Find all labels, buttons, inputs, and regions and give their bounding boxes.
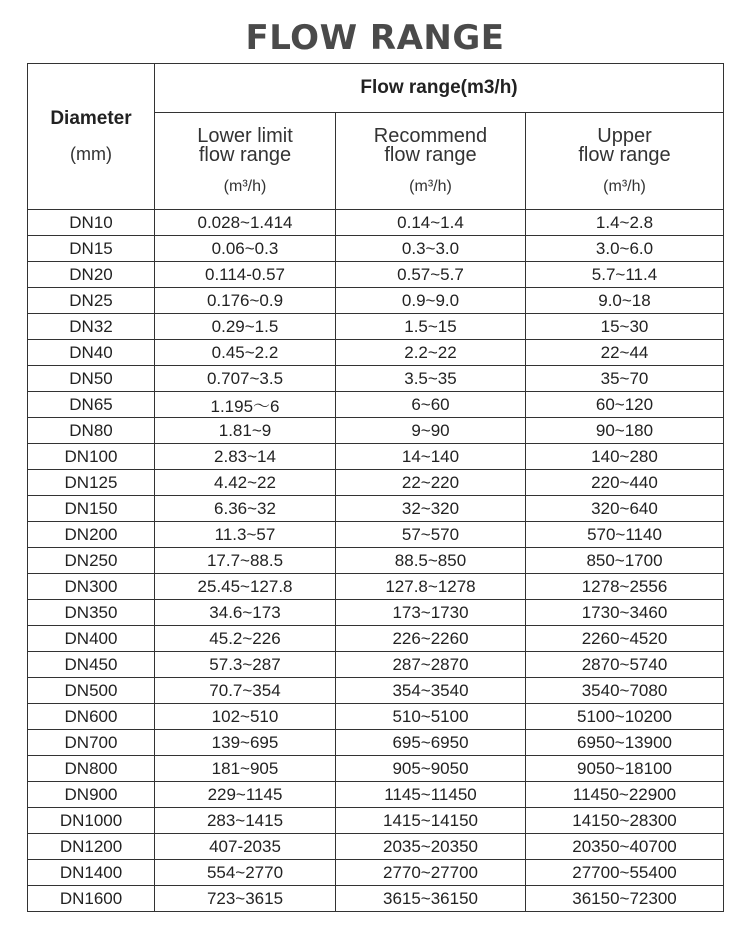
table-row bbox=[28, 444, 724, 470]
upper-cell: 570~1140 bbox=[526, 522, 724, 548]
lower-limit-cell: 554~2770 bbox=[155, 860, 336, 886]
recommend-line2: flow range bbox=[384, 143, 477, 166]
page-title: FLOW RANGE bbox=[245, 18, 505, 58]
table-row bbox=[28, 808, 724, 834]
recommend-cell: 88.5~850 bbox=[336, 548, 526, 574]
recommend-cell: 2770~27700 bbox=[336, 860, 526, 886]
upper-cell: 1278~2556 bbox=[526, 574, 724, 600]
lower-limit-cell: 139~695 bbox=[155, 730, 336, 756]
upper-cell: 850~1700 bbox=[526, 548, 724, 574]
table-row bbox=[28, 210, 724, 236]
lower-limit-cell: 0.707~3.5 bbox=[155, 366, 336, 392]
recommend-cell: 57~570 bbox=[336, 522, 526, 548]
diameter-cell: DN150 bbox=[28, 496, 155, 522]
upper-cell: 3540~7080 bbox=[526, 678, 724, 704]
recommend-cell: 905~9050 bbox=[336, 756, 526, 782]
table-row bbox=[28, 262, 724, 288]
recommend-cell: 695~6950 bbox=[336, 730, 526, 756]
recommend-cell: 510~5100 bbox=[336, 704, 526, 730]
lower-unit: (m³/h) bbox=[223, 177, 267, 195]
lower-limit-header bbox=[155, 113, 336, 210]
upper-cell: 35~70 bbox=[526, 366, 724, 392]
upper-cell: 1.4~2.8 bbox=[526, 210, 724, 236]
table-row bbox=[28, 860, 724, 886]
upper-cell: 1730~3460 bbox=[526, 600, 724, 626]
table-row bbox=[28, 782, 724, 808]
table-row bbox=[28, 236, 724, 262]
diameter-unit: (mm) bbox=[70, 144, 112, 164]
table-row bbox=[28, 522, 724, 548]
recommend-cell: 0.9~9.0 bbox=[336, 288, 526, 314]
lower-limit-cell: 0.176~0.9 bbox=[155, 288, 336, 314]
diameter-cell: DN900 bbox=[28, 782, 155, 808]
upper-unit: (m³/h) bbox=[603, 177, 646, 195]
diameter-cell: DN1200 bbox=[28, 834, 155, 860]
recommend-cell: 287~2870 bbox=[336, 652, 526, 678]
recommend-cell: 14~140 bbox=[336, 444, 526, 470]
diameter-cell: DN65 bbox=[28, 392, 155, 418]
upper-cell: 6950~13900 bbox=[526, 730, 724, 756]
diameter-header bbox=[28, 64, 155, 210]
upper-cell: 20350~40700 bbox=[526, 834, 724, 860]
upper-cell: 3.0~6.0 bbox=[526, 236, 724, 262]
recommend-cell: 1145~11450 bbox=[336, 782, 526, 808]
diameter-cell: DN125 bbox=[28, 470, 155, 496]
recommend-cell: 1415~14150 bbox=[336, 808, 526, 834]
table-row bbox=[28, 418, 724, 444]
recommend-cell: 354~3540 bbox=[336, 678, 526, 704]
recommend-line1: Recommend bbox=[373, 124, 488, 147]
recommend-cell: 1.5~15 bbox=[336, 314, 526, 340]
lower-limit-cell: 102~510 bbox=[155, 704, 336, 730]
diameter-cell: DN450 bbox=[28, 652, 155, 678]
table-row bbox=[28, 470, 724, 496]
flow-range-table bbox=[27, 63, 724, 912]
table-body bbox=[28, 210, 724, 912]
table-row bbox=[28, 288, 724, 314]
upper-cell: 5.7~11.4 bbox=[526, 262, 724, 288]
lower-limit-cell: 723~3615 bbox=[155, 886, 336, 912]
lower-limit-cell: 11.3~57 bbox=[155, 522, 336, 548]
diameter-cell: DN300 bbox=[28, 574, 155, 600]
lower-limit-cell: 283~1415 bbox=[155, 808, 336, 834]
lower-limit-cell: 0.29~1.5 bbox=[155, 314, 336, 340]
upper-cell: 36150~72300 bbox=[526, 886, 724, 912]
upper-cell: 5100~10200 bbox=[526, 704, 724, 730]
lower-limit-cell: 0.45~2.2 bbox=[155, 340, 336, 366]
recommend-cell: 3.5~35 bbox=[336, 366, 526, 392]
diameter-cell: DN700 bbox=[28, 730, 155, 756]
diameter-cell: DN800 bbox=[28, 756, 155, 782]
diameter-cell: DN32 bbox=[28, 314, 155, 340]
diameter-cell: DN20 bbox=[28, 262, 155, 288]
upper-cell: 9.0~18 bbox=[526, 288, 724, 314]
lower-limit-cell: 25.45~127.8 bbox=[155, 574, 336, 600]
lower-limit-cell: 45.2~226 bbox=[155, 626, 336, 652]
table-row bbox=[28, 886, 724, 912]
recommend-cell: 2.2~22 bbox=[336, 340, 526, 366]
table-row bbox=[28, 548, 724, 574]
recommend-cell: 226~2260 bbox=[336, 626, 526, 652]
upper-line2: flow range bbox=[578, 143, 671, 166]
diameter-cell: DN40 bbox=[28, 340, 155, 366]
diameter-cell: DN10 bbox=[28, 210, 155, 236]
recommend-cell: 127.8~1278 bbox=[336, 574, 526, 600]
recommend-unit: (m³/h) bbox=[409, 177, 452, 195]
table-row bbox=[28, 626, 724, 652]
table-row bbox=[28, 678, 724, 704]
lower-limit-cell: 181~905 bbox=[155, 756, 336, 782]
diameter-cell: DN80 bbox=[28, 418, 155, 444]
diameter-cell: DN1400 bbox=[28, 860, 155, 886]
diameter-cell: DN1000 bbox=[28, 808, 155, 834]
lower-limit-cell: 57.3~287 bbox=[155, 652, 336, 678]
table-row bbox=[28, 600, 724, 626]
table-row bbox=[28, 756, 724, 782]
diameter-cell: DN100 bbox=[28, 444, 155, 470]
upper-cell: 15~30 bbox=[526, 314, 724, 340]
lower-line2: flow range bbox=[198, 143, 292, 166]
lower-limit-cell: 2.83~14 bbox=[155, 444, 336, 470]
lower-limit-cell: 1.81~9 bbox=[155, 418, 336, 444]
diameter-cell: DN1600 bbox=[28, 886, 155, 912]
upper-cell: 2260~4520 bbox=[526, 626, 724, 652]
table-row bbox=[28, 574, 724, 600]
table-row bbox=[28, 704, 724, 730]
diameter-cell: DN400 bbox=[28, 626, 155, 652]
upper-cell: 220~440 bbox=[526, 470, 724, 496]
lower-limit-cell: 6.36~32 bbox=[155, 496, 336, 522]
lower-limit-cell: 229~1145 bbox=[155, 782, 336, 808]
diameter-cell: DN200 bbox=[28, 522, 155, 548]
recommend-cell: 173~1730 bbox=[336, 600, 526, 626]
recommend-cell: 22~220 bbox=[336, 470, 526, 496]
lower-limit-cell: 17.7~88.5 bbox=[155, 548, 336, 574]
table-row bbox=[28, 392, 724, 418]
lower-limit-cell: 0.114-0.57 bbox=[155, 262, 336, 288]
upper-cell: 2870~5740 bbox=[526, 652, 724, 678]
recommend-cell: 6~60 bbox=[336, 392, 526, 418]
diameter-cell: DN500 bbox=[28, 678, 155, 704]
table-row bbox=[28, 366, 724, 392]
upper-header bbox=[526, 113, 724, 210]
lower-limit-cell: 0.06~0.3 bbox=[155, 236, 336, 262]
upper-cell: 11450~22900 bbox=[526, 782, 724, 808]
table-row bbox=[28, 834, 724, 860]
recommend-header bbox=[336, 113, 526, 210]
table-row bbox=[28, 496, 724, 522]
upper-cell: 140~280 bbox=[526, 444, 724, 470]
lower-limit-cell: 34.6~173 bbox=[155, 600, 336, 626]
table-row bbox=[28, 314, 724, 340]
upper-line1: Upper bbox=[597, 124, 652, 147]
recommend-cell: 32~320 bbox=[336, 496, 526, 522]
recommend-cell: 3615~36150 bbox=[336, 886, 526, 912]
recommend-cell: 2035~20350 bbox=[336, 834, 526, 860]
table-row bbox=[28, 730, 724, 756]
lower-limit-cell: 70.7~354 bbox=[155, 678, 336, 704]
diameter-cell: DN250 bbox=[28, 548, 155, 574]
diameter-cell: DN25 bbox=[28, 288, 155, 314]
upper-cell: 60~120 bbox=[526, 392, 724, 418]
upper-cell: 27700~55400 bbox=[526, 860, 724, 886]
recommend-cell: 9~90 bbox=[336, 418, 526, 444]
table-row bbox=[28, 652, 724, 678]
diameter-cell: DN50 bbox=[28, 366, 155, 392]
upper-cell: 14150~28300 bbox=[526, 808, 724, 834]
recommend-cell: 0.57~5.7 bbox=[336, 262, 526, 288]
lower-line1: Lower limit bbox=[197, 124, 293, 147]
diameter-label: Diameter bbox=[50, 108, 132, 129]
lower-limit-cell: 1.195〜6 bbox=[155, 392, 336, 418]
table-row bbox=[28, 340, 724, 366]
upper-cell: 90~180 bbox=[526, 418, 724, 444]
lower-limit-cell: 4.42~22 bbox=[155, 470, 336, 496]
diameter-cell: DN600 bbox=[28, 704, 155, 730]
lower-limit-cell: 0.028~1.414 bbox=[155, 210, 336, 236]
upper-cell: 320~640 bbox=[526, 496, 724, 522]
flow-range-header: Flow range(m3/h) bbox=[155, 64, 724, 113]
recommend-cell: 0.3~3.0 bbox=[336, 236, 526, 262]
upper-cell: 22~44 bbox=[526, 340, 724, 366]
lower-limit-cell: 407-2035 bbox=[155, 834, 336, 860]
diameter-cell: DN350 bbox=[28, 600, 155, 626]
recommend-cell: 0.14~1.4 bbox=[336, 210, 526, 236]
upper-cell: 9050~18100 bbox=[526, 756, 724, 782]
diameter-cell: DN15 bbox=[28, 236, 155, 262]
